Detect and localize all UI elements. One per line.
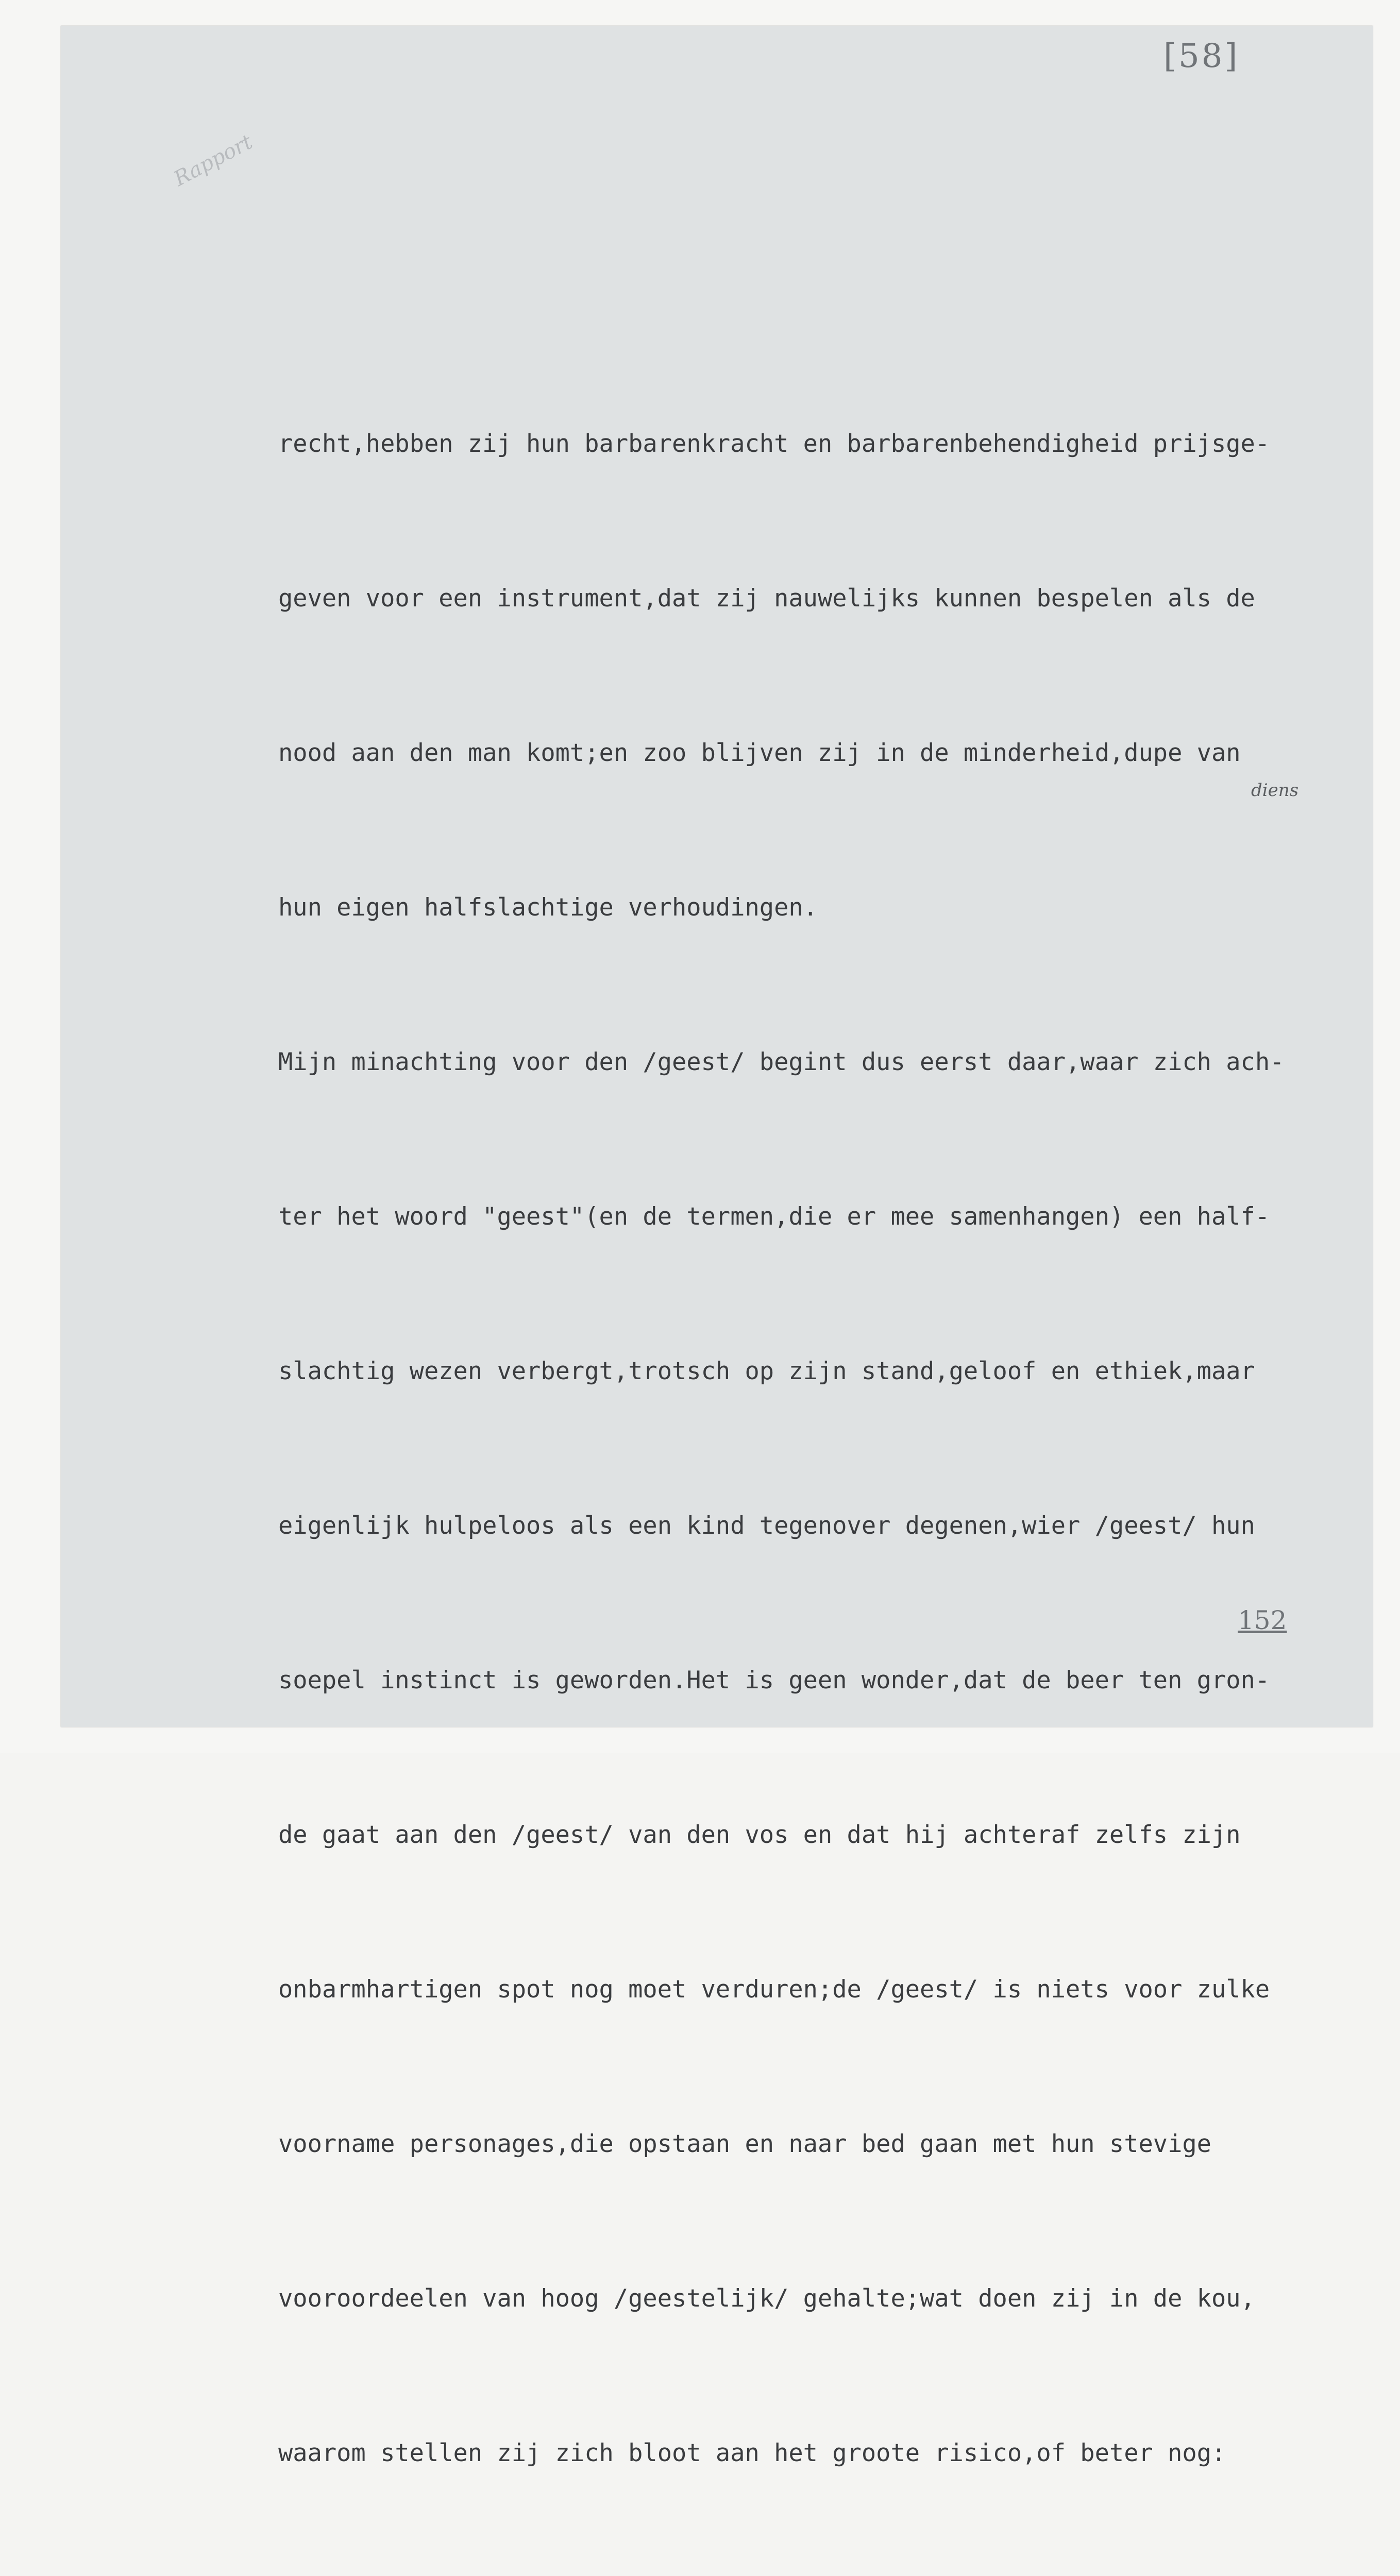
text-line: recht,hebben zij hun barbarenkracht en barbarenbehendigheid prijsge- — [278, 430, 1270, 458]
folio-number: 152 — [1238, 1605, 1287, 1635]
text-line: de gaat aan den /geest/ van den vos en dat hij achteraf zelfs zijn — [278, 1821, 1241, 1849]
page-number: [58] — [1163, 37, 1240, 75]
text-line: slachtig wezen verbergt,trotsch op zijn stand,geloof en ethiek,maar — [278, 1357, 1255, 1385]
margin-note: Rapport — [170, 130, 257, 191]
typed-text-body — [278, 315, 1365, 2576]
text-line: Mijn minachting voor den /geest/ begint dus eerst daar,waar zich ach- — [278, 1048, 1285, 1076]
text-line: geven voor een instrument,dat zij nauwelijks kunnen bespelen als de — [278, 584, 1255, 613]
text-line: eigenlijk hulpeloos als een kind tegenover degenen,wier /geest/ hun — [278, 1512, 1255, 1540]
handwritten-insert: diens — [1251, 780, 1299, 801]
text-line: ter het woord "geest"(en de termen,die er mee samenhangen) een half- — [278, 1202, 1270, 1231]
text-line: waarom stellen zij zich bloot aan het groote risico,of beter nog: — [278, 2439, 1226, 2467]
text-line: hun eigen halfslachtige verhoudingen. — [278, 893, 818, 922]
text-line: vooroordeelen van hoog /geestelijk/ gehalte;wat doen zij in de kou, — [278, 2284, 1255, 2313]
text-line: nood aan den man komt;en zoo blijven zij in de minderheid,dupe van — [278, 739, 1241, 767]
text-line: soepel instinct is geworden.Het is geen wonder,dat de beer ten gron- — [278, 1666, 1270, 1694]
text-line: onbarmhartigen spot nog moet verduren;de /geest/ is niets voor zulke — [278, 1975, 1270, 2004]
text-line: voorname personages,die opstaan en naar bed gaan met hun stevige — [278, 2130, 1211, 2158]
